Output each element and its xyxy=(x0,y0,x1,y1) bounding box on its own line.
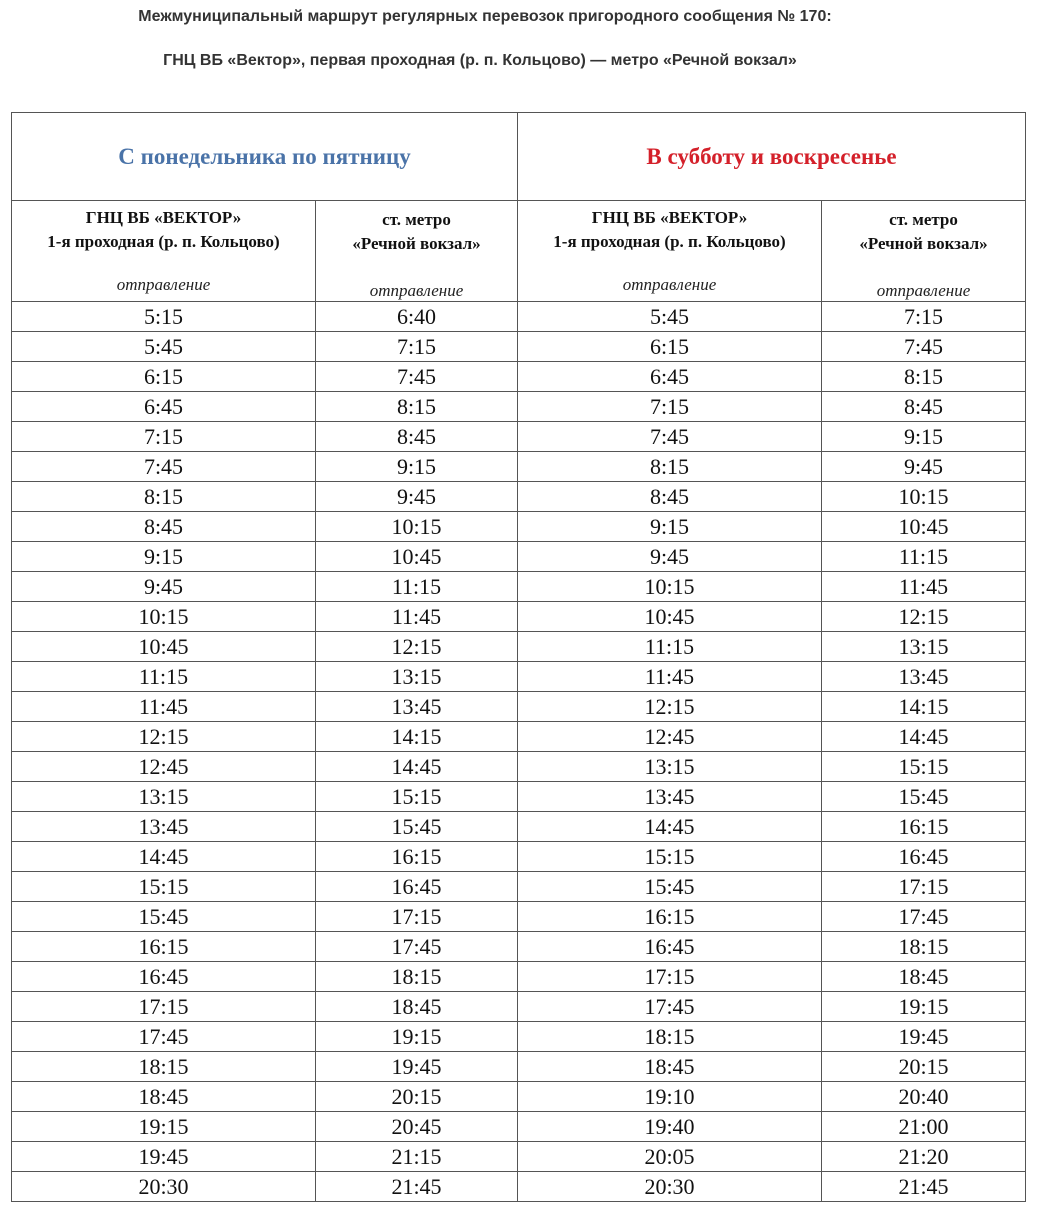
table-row xyxy=(12,992,1026,1022)
weekend-metro-time: 14:15 xyxy=(822,692,1026,722)
metro-label: ст. метро xyxy=(382,210,451,229)
weekday-vektor-time: 18:45 xyxy=(12,1082,316,1112)
weekend-metro-time: 9:45 xyxy=(822,452,1026,482)
weekday-vektor-time: 16:15 xyxy=(12,932,316,962)
weekend-vektor-time: 15:15 xyxy=(518,842,822,872)
weekday-metro-time: 8:15 xyxy=(316,392,518,422)
weekday-vektor-time: 6:15 xyxy=(12,362,316,392)
weekday-vektor-time: 11:45 xyxy=(12,692,316,722)
route-title: Межмуниципальный маршрут регулярных перевозок пригородного сообщения № 170: xyxy=(138,8,832,25)
weekday-vektor-time: 8:45 xyxy=(12,512,316,542)
table-row xyxy=(12,782,1026,812)
weekend-metro-time: 20:15 xyxy=(822,1052,1026,1082)
table-row xyxy=(12,842,1026,872)
weekend-vektor-time: 11:15 xyxy=(518,632,822,662)
weekend-metro-time: 11:15 xyxy=(822,542,1026,572)
weekend-vektor-time: 7:45 xyxy=(518,422,822,452)
metro-station: «Речной вокзал» xyxy=(352,234,481,253)
weekend-vektor-time: 20:05 xyxy=(518,1142,822,1172)
weekend-metro-time: 17:15 xyxy=(822,872,1026,902)
weekend-vektor-header xyxy=(518,201,822,302)
weekend-metro-time: 10:15 xyxy=(822,482,1026,512)
weekend-metro-time: 21:00 xyxy=(822,1112,1026,1142)
table-row xyxy=(12,1022,1026,1052)
weekend-vektor-time: 17:15 xyxy=(518,962,822,992)
departure-label: отправление xyxy=(876,281,971,300)
table-row xyxy=(12,812,1026,842)
weekday-metro-time: 18:45 xyxy=(316,992,518,1022)
weekday-metro-time: 6:40 xyxy=(316,302,518,332)
weekday-vektor-time: 12:15 xyxy=(12,722,316,752)
weekend-vektor-time: 10:45 xyxy=(518,602,822,632)
weekend-vektor-time: 16:45 xyxy=(518,932,822,962)
weekday-metro-time: 16:45 xyxy=(316,872,518,902)
table-row xyxy=(12,302,1026,332)
weekend-metro-time: 10:45 xyxy=(822,512,1026,542)
weekend-vektor-time: 19:40 xyxy=(518,1112,822,1142)
metro-station: «Речной вокзал» xyxy=(859,234,988,253)
weekend-vektor-time: 6:15 xyxy=(518,332,822,362)
weekday-metro-time: 15:45 xyxy=(316,812,518,842)
weekend-metro-time: 16:15 xyxy=(822,812,1026,842)
weekend-vektor-time: 18:15 xyxy=(518,1022,822,1052)
weekday-vektor-time: 9:15 xyxy=(12,542,316,572)
weekend-vektor-time: 8:45 xyxy=(518,482,822,512)
weekend-vektor-time: 6:45 xyxy=(518,362,822,392)
weekend-vektor-time: 15:45 xyxy=(518,872,822,902)
weekend-metro-time: 14:45 xyxy=(822,722,1026,752)
weekend-metro-time: 8:45 xyxy=(822,392,1026,422)
weekend-metro-time: 12:15 xyxy=(822,602,1026,632)
table-row xyxy=(12,482,1026,512)
vektor-name: ГНЦ ВБ «ВЕКТОР» xyxy=(85,208,242,227)
weekday-metro-time: 20:45 xyxy=(316,1112,518,1142)
weekday-vektor-time: 19:15 xyxy=(12,1112,316,1142)
weekend-vektor-time: 14:45 xyxy=(518,812,822,842)
weekend-metro-time: 18:15 xyxy=(822,932,1026,962)
table-row xyxy=(12,332,1026,362)
weekday-metro-time: 13:45 xyxy=(316,692,518,722)
weekend-vektor-time: 12:15 xyxy=(518,692,822,722)
schedule-table xyxy=(11,112,1026,1202)
weekday-vektor-time: 9:45 xyxy=(12,572,316,602)
weekday-vektor-time: 5:45 xyxy=(12,332,316,362)
weekday-vektor-time: 7:15 xyxy=(12,422,316,452)
weekday-metro-time: 19:15 xyxy=(316,1022,518,1052)
weekend-period-label: В субботу и воскресенье xyxy=(518,113,1026,201)
weekend-metro-time: 19:45 xyxy=(822,1022,1026,1052)
weekend-vektor-time: 13:45 xyxy=(518,782,822,812)
weekday-metro-header xyxy=(316,201,518,302)
table-row xyxy=(12,962,1026,992)
table-row xyxy=(12,1112,1026,1142)
weekend-vektor-time: 19:10 xyxy=(518,1082,822,1112)
weekday-vektor-time: 12:45 xyxy=(12,752,316,782)
table-row xyxy=(12,392,1026,422)
weekday-metro-time: 18:15 xyxy=(316,962,518,992)
weekend-metro-time: 13:45 xyxy=(822,662,1026,692)
weekday-vektor-time: 10:15 xyxy=(12,602,316,632)
weekday-metro-time: 17:45 xyxy=(316,932,518,962)
weekend-metro-time: 21:20 xyxy=(822,1142,1026,1172)
weekend-vektor-time: 16:15 xyxy=(518,902,822,932)
weekday-metro-time: 10:45 xyxy=(316,542,518,572)
weekday-vektor-time: 5:15 xyxy=(12,302,316,332)
weekend-metro-time: 15:45 xyxy=(822,782,1026,812)
period-header-row xyxy=(12,113,1026,201)
weekend-metro-time: 7:45 xyxy=(822,332,1026,362)
weekday-metro-time: 16:15 xyxy=(316,842,518,872)
metro-label: ст. метро xyxy=(889,210,958,229)
weekday-metro-time: 8:45 xyxy=(316,422,518,452)
weekday-vektor-time: 8:15 xyxy=(12,482,316,512)
weekday-vektor-time: 20:30 xyxy=(12,1172,316,1202)
weekend-metro-time: 11:45 xyxy=(822,572,1026,602)
weekday-metro-time: 21:15 xyxy=(316,1142,518,1172)
weekday-period-label: С понедельника по пятницу xyxy=(12,113,518,201)
table-row xyxy=(12,692,1026,722)
weekend-metro-time: 8:15 xyxy=(822,362,1026,392)
weekend-vektor-time: 13:15 xyxy=(518,752,822,782)
table-row xyxy=(12,1052,1026,1082)
weekday-vektor-time: 19:45 xyxy=(12,1142,316,1172)
weekday-vektor-time: 11:15 xyxy=(12,662,316,692)
weekend-vektor-time: 20:30 xyxy=(518,1172,822,1202)
table-row xyxy=(12,722,1026,752)
weekend-vektor-time: 9:15 xyxy=(518,512,822,542)
weekend-vektor-time: 7:15 xyxy=(518,392,822,422)
table-row xyxy=(12,932,1026,962)
weekday-metro-time: 10:15 xyxy=(316,512,518,542)
weekday-vektor-header xyxy=(12,201,316,302)
weekend-metro-time: 16:45 xyxy=(822,842,1026,872)
weekend-metro-time: 9:15 xyxy=(822,422,1026,452)
weekday-vektor-time: 17:15 xyxy=(12,992,316,1022)
weekday-vektor-time: 18:15 xyxy=(12,1052,316,1082)
weekend-vektor-time: 17:45 xyxy=(518,992,822,1022)
table-row xyxy=(12,752,1026,782)
departure-label: отправление xyxy=(369,281,464,300)
vektor-address: 1-я проходная (р. п. Кольцово) xyxy=(47,232,280,251)
weekday-metro-time: 11:45 xyxy=(316,602,518,632)
weekend-vektor-time: 18:45 xyxy=(518,1052,822,1082)
weekday-vektor-time: 16:45 xyxy=(12,962,316,992)
weekend-metro-time: 13:15 xyxy=(822,632,1026,662)
route-subtitle: ГНЦ ВБ «Вектор», первая проходная (р. п. Кольцово) — метро «Речной вокзал» xyxy=(163,52,797,69)
weekday-metro-time: 17:15 xyxy=(316,902,518,932)
weekend-vektor-time: 11:45 xyxy=(518,662,822,692)
weekend-vektor-time: 5:45 xyxy=(518,302,822,332)
weekday-metro-time: 7:15 xyxy=(316,332,518,362)
departure-label: отправление xyxy=(622,275,717,294)
table-row xyxy=(12,1172,1026,1202)
weekday-metro-time: 19:45 xyxy=(316,1052,518,1082)
weekday-metro-time: 14:45 xyxy=(316,752,518,782)
weekday-vektor-time: 14:45 xyxy=(12,842,316,872)
table-row xyxy=(12,602,1026,632)
weekend-metro-time: 7:15 xyxy=(822,302,1026,332)
weekday-metro-time: 20:15 xyxy=(316,1082,518,1112)
weekend-metro-time: 20:40 xyxy=(822,1082,1026,1112)
weekday-vektor-time: 15:15 xyxy=(12,872,316,902)
table-row xyxy=(12,1082,1026,1112)
weekday-vektor-time: 13:15 xyxy=(12,782,316,812)
table-row xyxy=(12,632,1026,662)
weekend-vektor-time: 12:45 xyxy=(518,722,822,752)
table-row xyxy=(12,662,1026,692)
table-row xyxy=(12,422,1026,452)
table-row xyxy=(12,572,1026,602)
weekday-metro-time: 11:15 xyxy=(316,572,518,602)
weekend-vektor-time: 8:15 xyxy=(518,452,822,482)
weekday-metro-time: 7:45 xyxy=(316,362,518,392)
weekend-metro-time: 15:15 xyxy=(822,752,1026,782)
weekday-vektor-time: 10:45 xyxy=(12,632,316,662)
departure-label: отправление xyxy=(116,275,211,294)
weekday-vektor-time: 6:45 xyxy=(12,392,316,422)
weekend-vektor-time: 9:45 xyxy=(518,542,822,572)
weekend-metro-time: 21:45 xyxy=(822,1172,1026,1202)
weekday-vektor-time: 7:45 xyxy=(12,452,316,482)
weekday-metro-time: 9:15 xyxy=(316,452,518,482)
weekday-metro-time: 12:15 xyxy=(316,632,518,662)
weekday-vektor-time: 15:45 xyxy=(12,902,316,932)
weekend-vektor-time: 10:15 xyxy=(518,572,822,602)
weekend-metro-time: 19:15 xyxy=(822,992,1026,1022)
weekday-metro-time: 15:15 xyxy=(316,782,518,812)
weekend-metro-time: 17:45 xyxy=(822,902,1026,932)
table-row xyxy=(12,362,1026,392)
weekday-vektor-time: 13:45 xyxy=(12,812,316,842)
table-row xyxy=(12,512,1026,542)
vektor-name: ГНЦ ВБ «ВЕКТОР» xyxy=(591,208,748,227)
weekday-metro-time: 21:45 xyxy=(316,1172,518,1202)
weekday-metro-time: 9:45 xyxy=(316,482,518,512)
weekend-metro-header xyxy=(822,201,1026,302)
column-header-row xyxy=(12,201,1026,302)
weekend-metro-time: 18:45 xyxy=(822,962,1026,992)
weekday-metro-time: 14:15 xyxy=(316,722,518,752)
table-row xyxy=(12,452,1026,482)
vektor-address: 1-я проходная (р. п. Кольцово) xyxy=(553,232,786,251)
table-row xyxy=(12,872,1026,902)
weekday-vektor-time: 17:45 xyxy=(12,1022,316,1052)
weekday-metro-time: 13:15 xyxy=(316,662,518,692)
table-row xyxy=(12,542,1026,572)
table-row xyxy=(12,902,1026,932)
table-row xyxy=(12,1142,1026,1172)
